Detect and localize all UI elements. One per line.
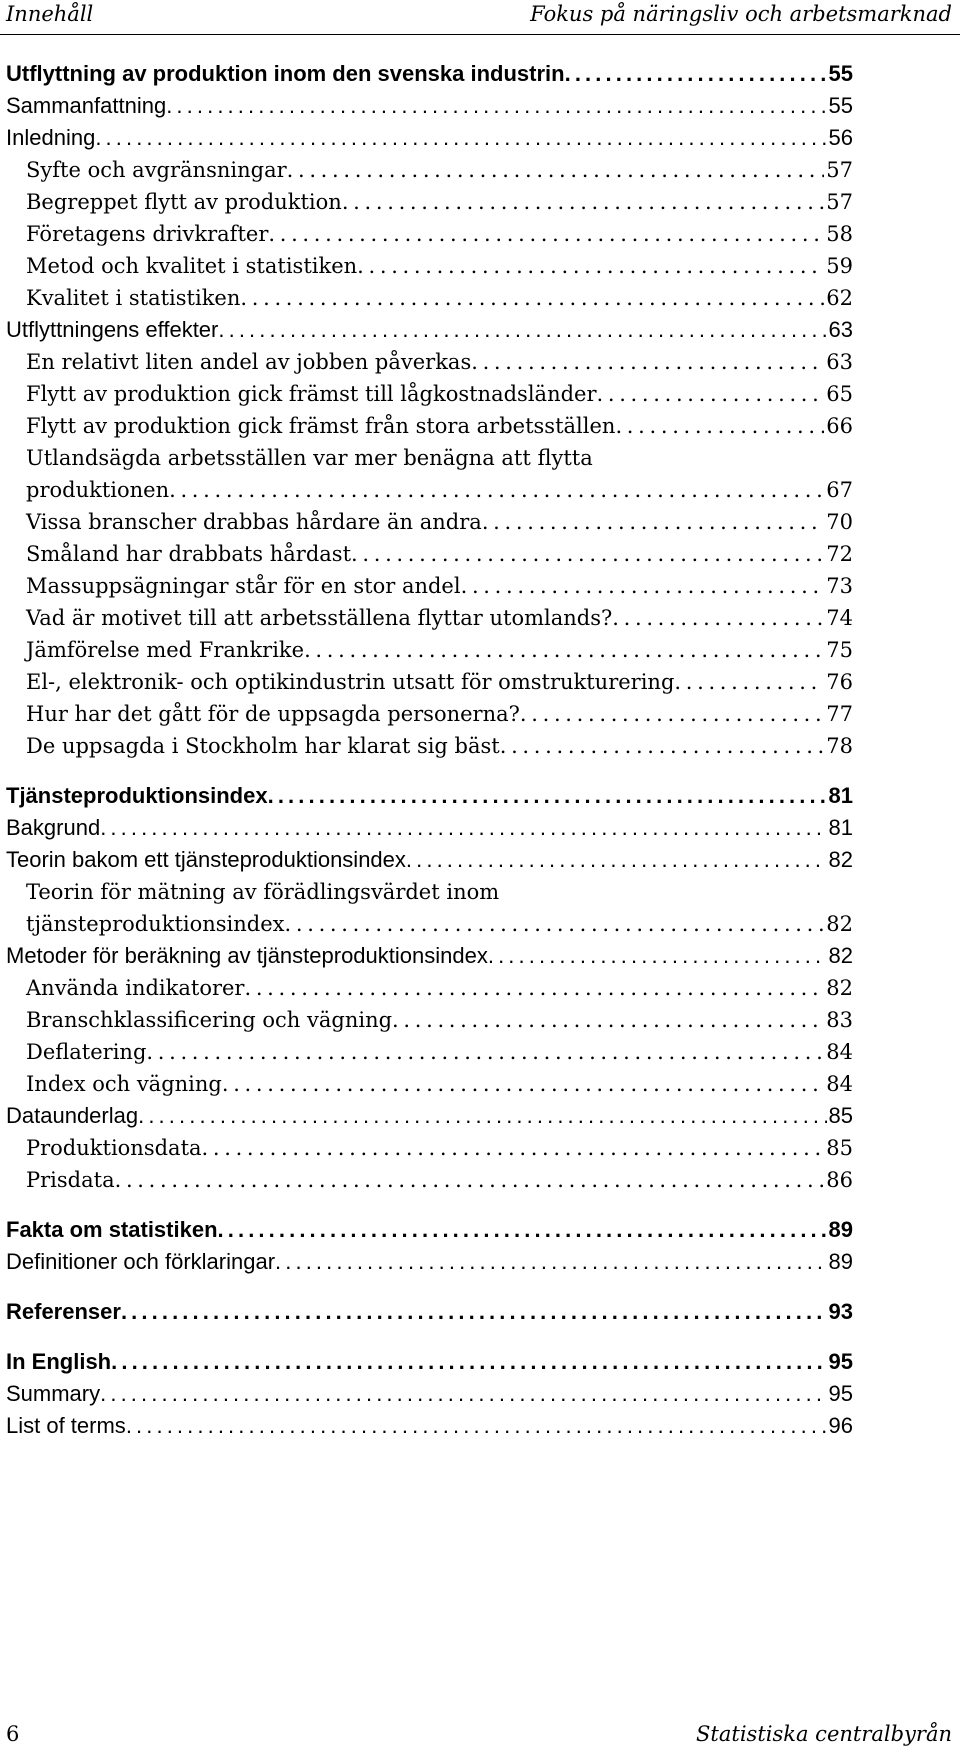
dot-leader <box>268 780 827 812</box>
dot-leader <box>169 474 824 506</box>
toc-entry[interactable] <box>6 780 853 812</box>
dot-leader <box>268 218 824 250</box>
toc-entry[interactable] <box>6 570 853 602</box>
toc-entry-title: Definitioner och förklaringar <box>6 1249 276 1274</box>
dot-leader <box>202 1132 825 1164</box>
toc-entry-page: 65 <box>826 382 853 406</box>
toc-entry-page: 62 <box>826 286 853 310</box>
toc-entry-page: 89 <box>828 1249 853 1274</box>
toc-entry[interactable] <box>6 1214 853 1246</box>
toc-entry-page: 93 <box>828 1299 853 1324</box>
dot-leader <box>615 410 824 442</box>
dot-leader <box>674 666 824 698</box>
toc-entry-title: Prisdata <box>26 1168 115 1192</box>
toc-entry-page: 76 <box>826 670 853 694</box>
toc-entry-title: Hur har det gått för de uppsagda personerna? <box>26 702 520 726</box>
toc-entry-title: De uppsagda i Stockholm har klarat sig bäst <box>26 734 500 758</box>
toc-entry[interactable] <box>6 1004 853 1036</box>
toc-entry-title: Produktionsdata <box>26 1136 202 1160</box>
toc-entry[interactable] <box>6 538 853 570</box>
dot-leader <box>612 602 824 634</box>
toc-entry[interactable] <box>6 1378 853 1410</box>
toc-entry-page: 82 <box>828 847 853 872</box>
dot-leader <box>461 570 825 602</box>
toc-entry-page: 75 <box>826 638 853 662</box>
toc-entry-title: Småland har drabbats hårdast <box>26 542 352 566</box>
dot-leader <box>222 1068 824 1100</box>
toc-entry-title: Massuppsägningar står för en stor andel <box>26 574 461 598</box>
toc-entry-title: Teorin bakom ett tjänsteproduktionsindex <box>6 847 406 872</box>
dot-leader <box>218 314 826 346</box>
dot-leader <box>138 1100 826 1132</box>
toc-entry[interactable] <box>6 812 853 844</box>
dot-leader <box>100 812 826 844</box>
toc-entry-title: Metod och kvalitet i statistiken <box>26 254 358 278</box>
toc-entry-title: Branschklassificering och vägning <box>26 1008 393 1032</box>
toc-entry[interactable] <box>6 122 853 154</box>
toc-entry[interactable] <box>6 940 853 972</box>
toc-entry[interactable] <box>6 1246 853 1278</box>
toc-entry-title: Bakgrund <box>6 815 101 840</box>
dot-leader <box>488 940 827 972</box>
toc-entry[interactable] <box>6 1410 853 1442</box>
toc-entry-title: Tjänsteproduktionsindex <box>6 783 268 808</box>
dot-leader <box>111 1346 826 1378</box>
toc-entry-title: Teorin för mätning av förädlingsvärdet inom <box>26 880 500 904</box>
toc-entry-page: 59 <box>826 254 853 278</box>
toc-entry-title: Deflatering <box>26 1040 147 1064</box>
toc-entry-page: 83 <box>826 1008 853 1032</box>
table-of-contents <box>6 58 853 1442</box>
toc-entry-page: 63 <box>826 350 853 374</box>
dot-leader <box>520 698 824 730</box>
toc-entry[interactable] <box>6 634 853 666</box>
toc-entry[interactable] <box>6 90 853 122</box>
toc-entry[interactable] <box>6 250 853 282</box>
toc-entry-page: 81 <box>828 815 853 840</box>
toc-entry[interactable] <box>6 506 853 538</box>
toc-entry-page: 78 <box>826 734 853 758</box>
toc-entry-page: 95 <box>828 1349 853 1374</box>
toc-entry-page: 89 <box>828 1217 853 1242</box>
toc-entry-page: 84 <box>826 1072 853 1096</box>
toc-entry-page: 82 <box>828 943 853 968</box>
dot-leader <box>392 1004 824 1036</box>
toc-entry-page: 81 <box>828 783 853 808</box>
toc-entry-title: Utlandsägda arbetsställen var mer benägna att flytta <box>26 446 593 470</box>
toc-entry[interactable] <box>6 442 853 506</box>
toc-entry-title: Index och vägning <box>26 1072 222 1096</box>
toc-entry[interactable] <box>6 730 853 762</box>
toc-entry[interactable] <box>6 378 853 410</box>
toc-entry-page: 84 <box>826 1040 853 1064</box>
toc-entry-title: Sammanfattning <box>6 93 167 118</box>
toc-entry-page: 85 <box>826 1136 853 1160</box>
running-header <box>0 0 960 35</box>
toc-entry-page: 63 <box>828 317 853 342</box>
toc-entry-title: Utflyttning av produktion inom den svenska industrin <box>6 61 565 86</box>
running-footer <box>0 1718 960 1752</box>
header-section-label: Innehåll <box>6 2 94 26</box>
dot-leader <box>240 282 824 314</box>
toc-entry-page: 86 <box>826 1168 853 1192</box>
toc-entry-title: Jämförelse med Frankrike <box>26 638 305 662</box>
toc-entry-title-continued: produktionen <box>26 478 170 502</box>
dot-leader <box>500 730 825 762</box>
toc-entry-page: 82 <box>826 912 853 936</box>
dot-leader <box>357 250 824 282</box>
toc-entry[interactable] <box>6 410 853 442</box>
toc-entry-page: 67 <box>826 478 853 502</box>
toc-entry[interactable] <box>6 1036 853 1068</box>
toc-entry[interactable] <box>6 282 853 314</box>
dot-leader <box>218 1214 827 1246</box>
toc-entry-title: Flytt av produktion gick främst till lågkostnadsländer <box>26 382 597 406</box>
toc-entry-page: 57 <box>826 158 853 182</box>
toc-entry-title: Utflyttningens effekter <box>6 317 219 342</box>
toc-entry[interactable] <box>6 346 853 378</box>
toc-entry-page: 57 <box>826 190 853 214</box>
header-publication-title: Fokus på näringsliv och arbetsmarknad <box>530 2 952 26</box>
toc-entry-title: El-, elektronik- och optikindustrin utsatt för omstrukturering <box>26 670 675 694</box>
dot-leader <box>115 1164 825 1196</box>
toc-entry-title: List of terms <box>6 1413 126 1438</box>
toc-entry-title: Vad är motivet till att arbetsställena flyttar utomlands? <box>26 606 613 630</box>
toc-entry[interactable] <box>6 314 853 346</box>
toc-entry[interactable] <box>6 1296 853 1328</box>
toc-entry-title: Syfte och avgränsningar <box>26 158 287 182</box>
toc-entry-page: 66 <box>826 414 853 438</box>
dot-leader <box>285 908 825 940</box>
dot-leader <box>597 378 825 410</box>
toc-entry[interactable] <box>6 218 853 250</box>
toc-entry-page: 77 <box>826 702 853 726</box>
toc-entry[interactable] <box>6 186 853 218</box>
toc-entry[interactable] <box>6 602 853 634</box>
dot-leader <box>565 58 827 90</box>
toc-entry-title: Inledning <box>6 125 96 150</box>
dot-leader <box>126 1410 827 1442</box>
toc-entry[interactable] <box>6 154 853 186</box>
toc-entry[interactable] <box>6 972 853 1004</box>
toc-entry[interactable] <box>6 1346 853 1378</box>
toc-entry-title-continued: tjänsteproduktionsindex <box>26 912 285 936</box>
dot-leader <box>304 634 824 666</box>
toc-entry-title: In English <box>6 1349 112 1374</box>
footer-page-number: 6 <box>6 1722 20 1746</box>
toc-entry[interactable] <box>6 58 853 90</box>
toc-entry-page: 55 <box>828 61 853 86</box>
toc-entry-title: Metoder för beräkning av tjänsteproduktionsindex <box>6 943 488 968</box>
toc-entry-page: 58 <box>826 222 853 246</box>
dot-leader <box>146 1036 824 1068</box>
toc-entry[interactable] <box>6 844 853 876</box>
toc-entry[interactable] <box>6 698 853 730</box>
toc-entry-title: Vissa branscher drabbas hårdare än andra <box>26 510 482 534</box>
dot-leader <box>482 506 824 538</box>
toc-entry[interactable] <box>6 1100 853 1132</box>
dot-leader <box>351 538 824 570</box>
dot-leader <box>342 186 824 218</box>
toc-entry-title: Kvalitet i statistiken <box>26 286 241 310</box>
dot-leader <box>244 972 824 1004</box>
toc-entry-page: 96 <box>828 1413 853 1438</box>
toc-entry-page: 85 <box>828 1103 853 1128</box>
toc-entry[interactable] <box>6 1132 853 1164</box>
dot-leader <box>95 122 826 154</box>
toc-entry-title: Begreppet flytt av produktion <box>26 190 342 214</box>
dot-leader <box>275 1246 826 1278</box>
dot-leader <box>166 90 826 122</box>
toc-entry-title: Summary <box>6 1381 101 1406</box>
toc-entry-title: Flytt av produktion gick främst från stora arbetsställen <box>26 414 616 438</box>
toc-entry-page: 73 <box>826 574 853 598</box>
dot-leader <box>471 346 824 378</box>
toc-entry-title: Fakta om statistiken <box>6 1217 218 1242</box>
toc-entry-title: Företagens drivkrafter <box>26 222 269 246</box>
dot-leader <box>406 844 827 876</box>
toc-entry-title: Referenser <box>6 1299 121 1324</box>
toc-entry-page: 55 <box>828 93 853 118</box>
toc-entry-page: 72 <box>826 542 853 566</box>
toc-entry[interactable] <box>6 666 853 698</box>
toc-entry-page: 74 <box>826 606 853 630</box>
toc-entry-page: 95 <box>828 1381 853 1406</box>
toc-entry-page: 56 <box>828 125 853 150</box>
toc-entry[interactable] <box>6 1068 853 1100</box>
toc-entry-title: Dataunderlag <box>6 1103 139 1128</box>
dot-leader <box>287 154 825 186</box>
toc-entry[interactable] <box>6 1164 853 1196</box>
footer-publisher: Statistiska centralbyrån <box>696 1722 952 1746</box>
dot-leader <box>121 1296 827 1328</box>
toc-entry-title: En relativt liten andel av jobben påverkas <box>26 350 472 374</box>
toc-entry-title: Använda indikatorer <box>26 976 245 1000</box>
toc-entry-page: 82 <box>826 976 853 1000</box>
toc-entry[interactable] <box>6 876 853 940</box>
toc-entry-page: 70 <box>826 510 853 534</box>
dot-leader <box>100 1378 826 1410</box>
